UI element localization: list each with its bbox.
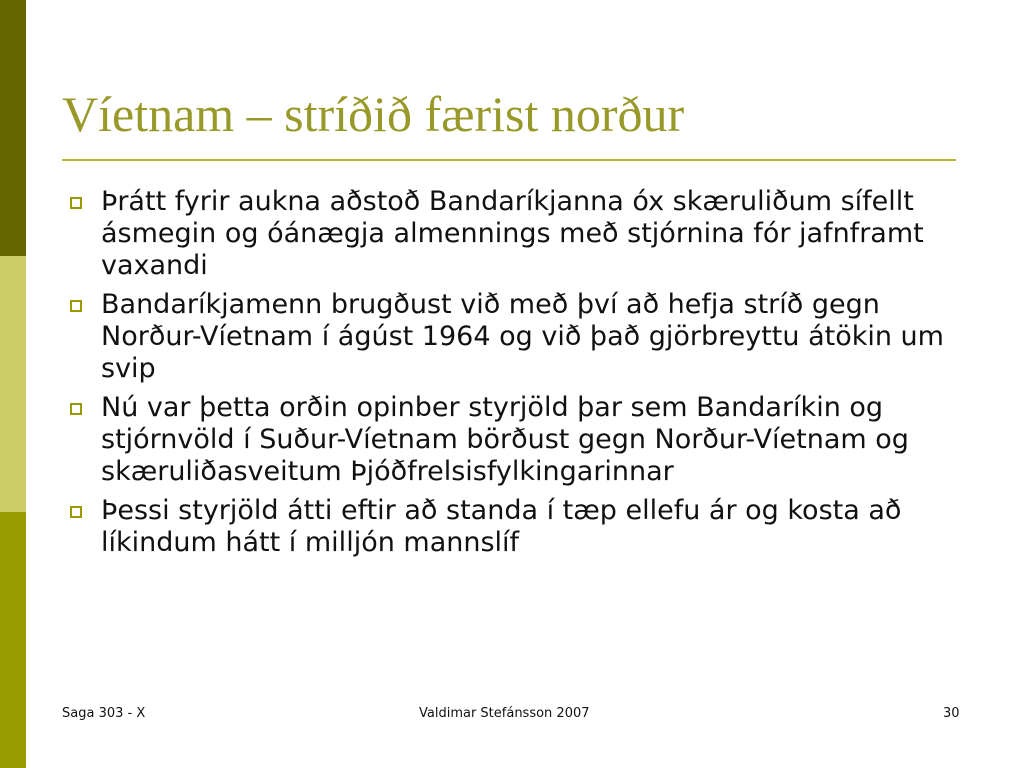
bullet-text: Þessi styrjöld átti eftir að standa í tæp ellefu ár og kosta að líkindum hátt í milljón mannslíf	[101, 495, 902, 558]
side-bar-segment-dark	[0, 0, 26, 256]
bullet-text: Bandaríkjamenn brugðust við með því að hefja stríð gegn Norður-Víetnam í ágúst 1964 og við það gjörbreyttu átökin um svip	[101, 289, 944, 384]
hollow-square-bullet-icon	[70, 300, 82, 312]
bullet-text: Þrátt fyrir aukna aðstoð Bandaríkjanna óx skæruliðum sífellt ásmegin og óánægja almennings með stjórnina fór jafnframt vaxandi	[101, 186, 924, 281]
side-bar-segment-light	[0, 256, 26, 512]
footer-course: Saga 303 - X	[62, 706, 146, 721]
hollow-square-bullet-icon	[70, 506, 82, 518]
bullet-item	[70, 186, 970, 282]
decorative-side-bar	[0, 0, 26, 768]
bullet-item	[70, 392, 970, 488]
hollow-square-bullet-icon	[70, 197, 82, 209]
bullet-list	[70, 186, 970, 566]
slide-title: Víetnam – stríðið færist norður	[62, 86, 685, 142]
side-bar-segment-mid	[0, 512, 26, 768]
footer-page-number: 30	[943, 706, 960, 721]
bullet-item	[70, 289, 970, 385]
bullet-text: Nú var þetta orðin opinber styrjöld þar sem Bandaríkin og stjórnvöld í Suður-Víetnam börðust gegn Norður-Víetnam og skæruliðasveitum Þjóðfrelsisfylkingarinnar	[101, 392, 909, 487]
title-underline	[62, 159, 956, 161]
footer-author: Valdimar Stefánsson 2007	[419, 706, 590, 721]
hollow-square-bullet-icon	[70, 403, 82, 415]
bullet-item	[70, 495, 970, 559]
